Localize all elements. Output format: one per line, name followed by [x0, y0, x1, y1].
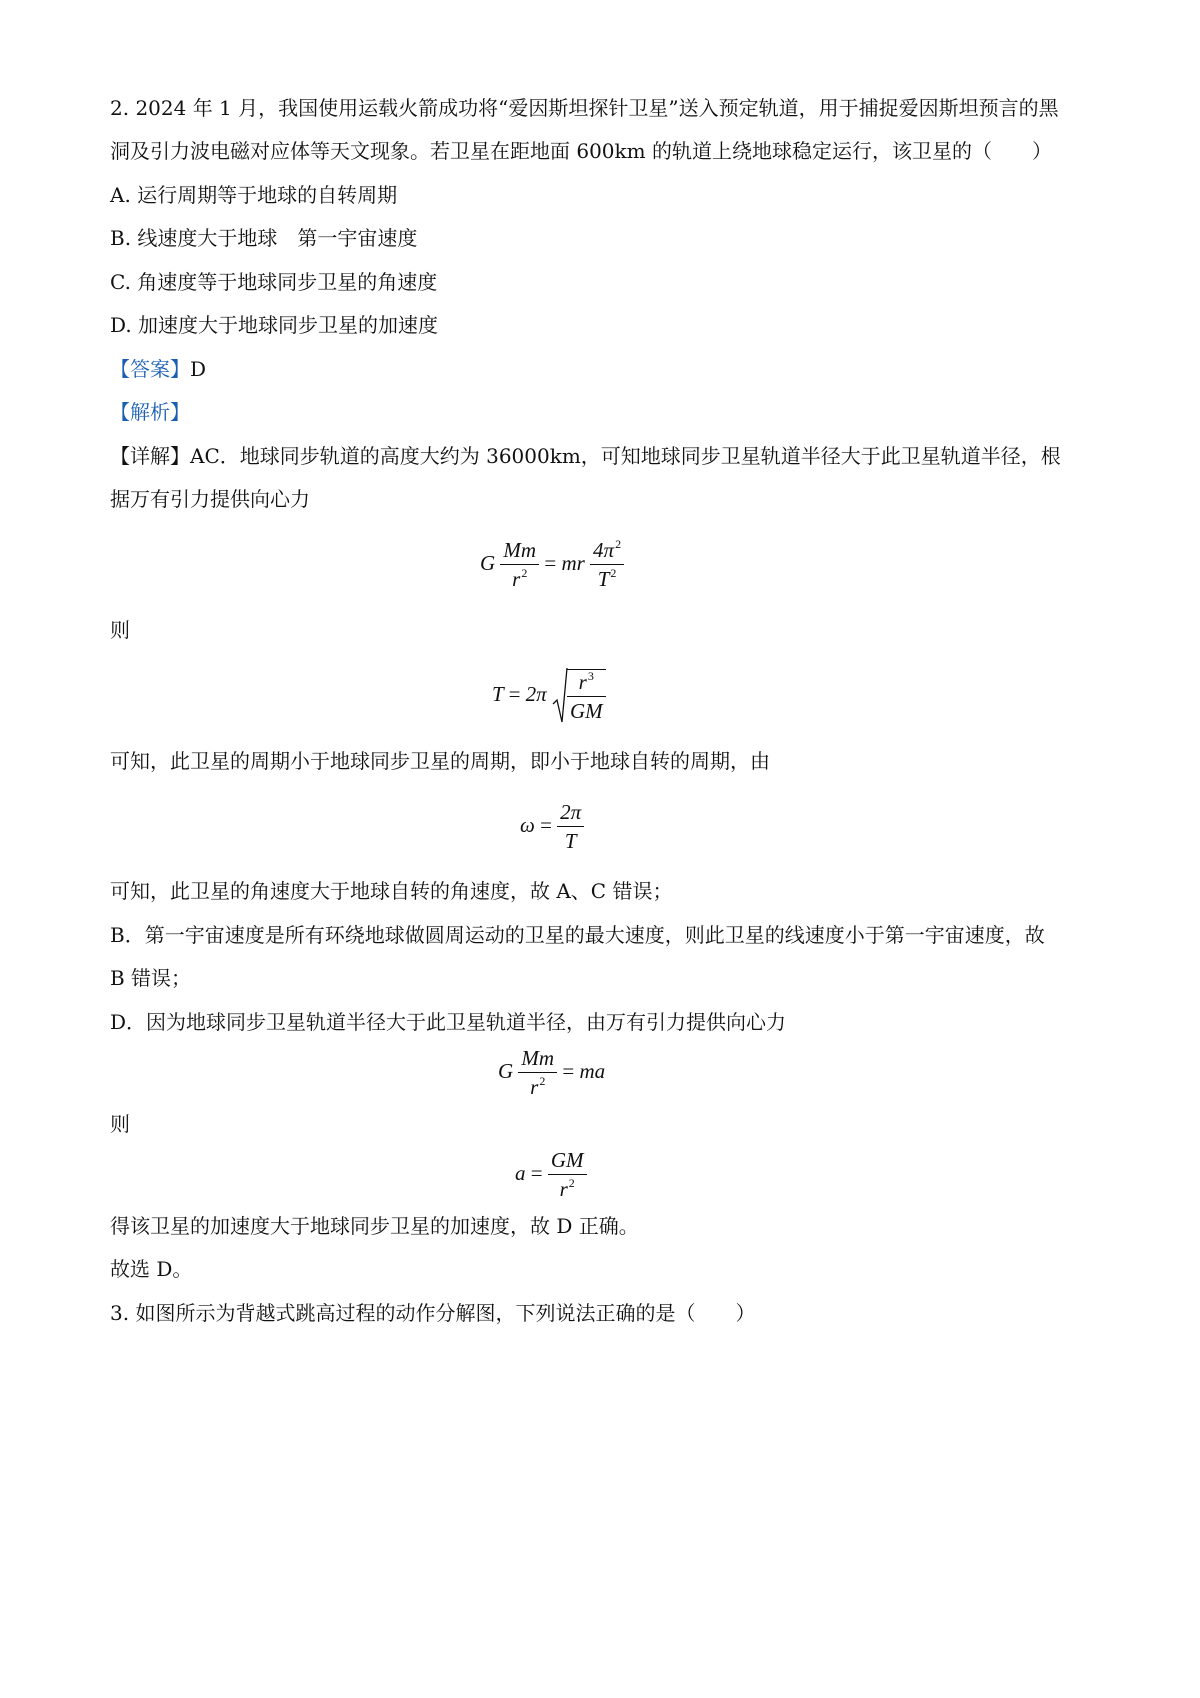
analysis-tag: 【解析】 — [110, 400, 190, 424]
eq4-den: r — [530, 1075, 539, 1099]
eq1-frac-left — [500, 538, 539, 592]
eq1-den: r — [512, 567, 521, 591]
eq5-num: GM — [548, 1148, 587, 1175]
eq2-den: GM — [569, 698, 603, 723]
equation-acceleration — [515, 1148, 587, 1202]
answer-tag: 【答案】 — [110, 357, 190, 381]
detail-tag: 【详解】 — [110, 444, 190, 468]
eq2-coef: 2π — [525, 681, 547, 706]
eq2-num-sup: 3 — [587, 668, 594, 683]
eq5-lhs: a — [515, 1160, 526, 1185]
detail-line1 — [110, 444, 1061, 468]
eq1-equals: = — [544, 550, 557, 575]
eq4-equals: = — [562, 1058, 575, 1083]
d-line: D．因为地球同步卫星轨道半径大于此卫星轨道半径，由万有引力提供向心力 — [110, 1010, 787, 1034]
eq1-frac-right — [590, 538, 624, 592]
detail-text: AC．地球同步轨道的高度大约为 36000km，可知地球同步卫星轨道半径大于此卫星轨道半径，根 — [190, 444, 1061, 468]
omega-text: 可知，此卫星的角速度大于地球自转的角速度，故 A、C 错误； — [110, 879, 673, 903]
eq2-num: r — [578, 669, 587, 694]
equation-gravity-centripetal — [480, 538, 624, 592]
eq1-num: Mm — [500, 538, 539, 565]
eq3-equals: = — [540, 812, 552, 837]
eq4-num: Mm — [518, 1046, 557, 1073]
eq4-frac — [518, 1046, 557, 1100]
equation-angular-velocity — [520, 800, 584, 854]
eq5-equals: = — [530, 1160, 543, 1185]
q2-stem-line2: 洞及引力波电磁对应体等天文现象。若卫星在距地面 600km 的轨道上绕地球稳定运行，该卫星的（ ） — [110, 139, 1052, 163]
q3-stem: 3. 如图所示为背越式跳高过程的动作分解图，下列说法正确的是（ ） — [110, 1301, 756, 1325]
eq1-den2-sup: 2 — [610, 566, 617, 580]
answer-line — [110, 357, 206, 381]
eq1-g: G — [480, 550, 496, 575]
eq5-frac — [548, 1148, 587, 1202]
ze-line-2: 则 — [110, 1112, 130, 1136]
eq1-rhs: mr — [561, 550, 585, 575]
eq5-den: r — [559, 1177, 568, 1201]
option-d: D. 加速度大于地球同步卫星的加速度 — [110, 313, 439, 337]
option-a: A. 运行周期等于地球的自转周期 — [110, 183, 398, 207]
ze-line-1: 则 — [110, 618, 130, 642]
eq1-den-sup: 2 — [521, 566, 528, 580]
eq2-equals: = — [508, 681, 521, 706]
eq1-num2: 4π — [593, 538, 615, 562]
equation-period — [492, 666, 606, 726]
eq1-den2: T — [597, 567, 610, 591]
b-line1: B．第一宇宙速度是所有环绕地球做圆周运动的卫星的最大速度，则此卫星的线速度小于第一宇宙速度，故 — [110, 923, 1045, 947]
eq2-sqrt — [552, 666, 606, 726]
eq1-num2-sup: 2 — [615, 537, 622, 551]
eq3-frac — [557, 800, 584, 854]
option-b: B. 线速度大于地球 第一宇宙速度 — [110, 226, 418, 250]
eq5-den-sup: 2 — [568, 1176, 575, 1190]
final-answer: 故选 D。 — [110, 1257, 193, 1281]
option-c: C. 角速度等于地球同步卫星的角速度 — [110, 270, 438, 294]
eq2-frac — [567, 669, 606, 724]
eq3-den: T — [564, 829, 577, 853]
equation-gravity-acceleration — [498, 1046, 605, 1100]
eq4-rhs: ma — [579, 1058, 606, 1083]
answer-value: D — [190, 357, 207, 381]
eq2-lhs: T — [492, 681, 504, 706]
eq4-g: G — [498, 1058, 514, 1083]
d-conclusion: 得该卫星的加速度大于地球同步卫星的加速度，故 D 正确。 — [110, 1214, 639, 1238]
b-line2: B 错误； — [110, 966, 192, 990]
period-text: 可知，此卫星的周期小于地球同步卫星的周期，即小于地球自转的周期，由 — [110, 749, 770, 773]
eq4-den-sup: 2 — [539, 1074, 546, 1088]
eq3-num: 2π — [557, 800, 584, 827]
q2-stem-line1: 2. 2024 年 1 月，我国使用运载火箭成功将“爱因斯坦探针卫星”送入预定轨道，用于捕捉爱因斯坦预言的黑 — [110, 96, 1059, 120]
eq3-lhs: ω — [520, 812, 535, 837]
detail-line2: 据万有引力提供向心力 — [110, 487, 310, 511]
sqrt-radical-icon — [552, 666, 568, 726]
